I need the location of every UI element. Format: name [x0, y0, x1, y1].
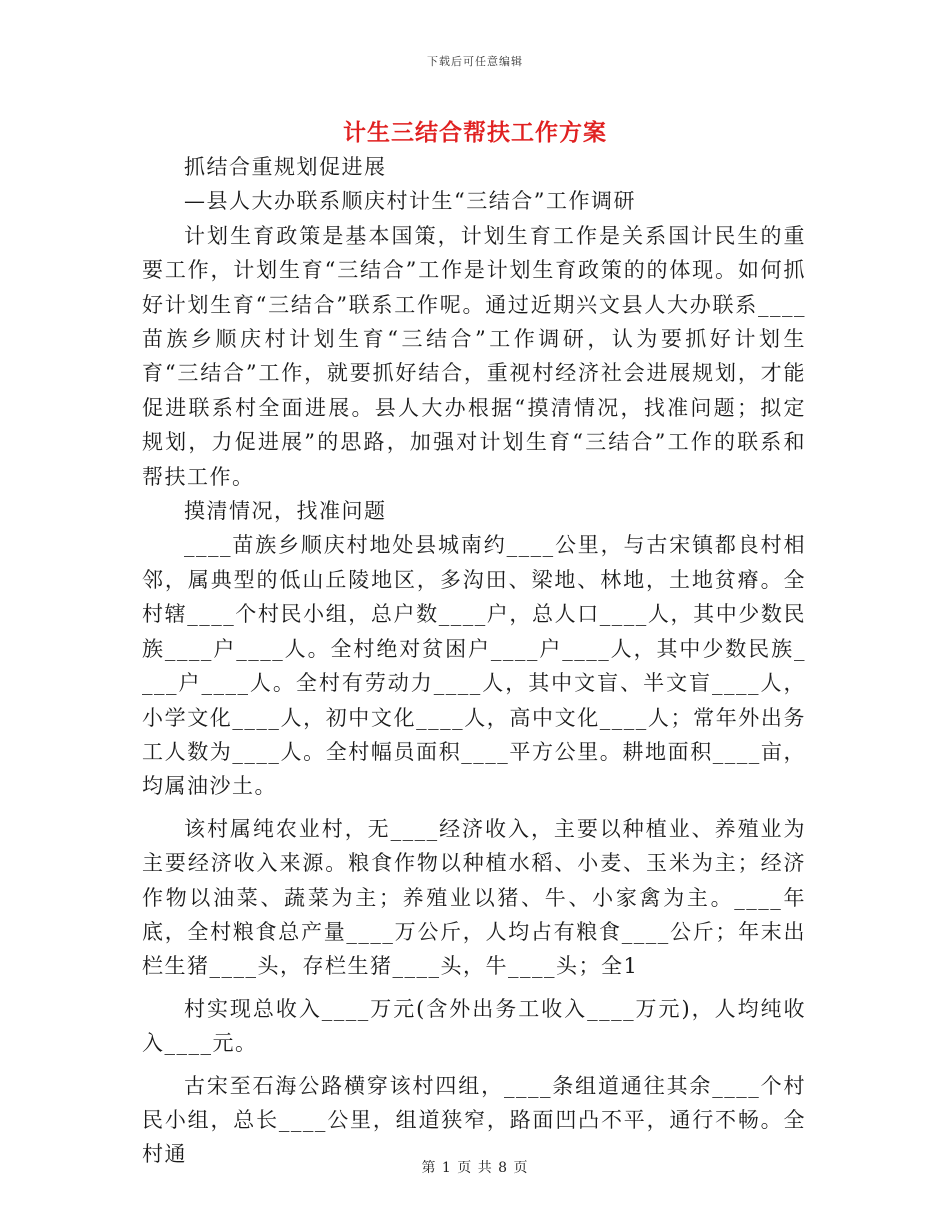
- body-paragraph: 该村属纯农业村，无____经济收入，主要以种植业、养殖业为主要经济收入来源。粮食作物以种植水稻、小麦、玉米为主；经济作物以油菜、蔬菜为主；养殖业以猪、牛、小家禽为主。____年底，全村粮食总产量____万公斤，人均占有粮食____公斤；年末出栏生猪____头，存栏生猪____头，牛____头；全1: [142, 816, 806, 979]
- section-heading: 摸清情况，找准问题: [184, 499, 387, 524]
- page-footer: 第 1 页 共 8 页: [421, 1160, 529, 1176]
- body-paragraph: 古宋至石海公路横穿该村四组，____条组道通往其余____个村民小组，总长____公里，组道狭窄，路面凹凸不平，通行不畅。全村通: [142, 1073, 806, 1167]
- header-note: 下载后可任意编辑: [427, 55, 523, 68]
- body-paragraph: 村实现总收入____万元(含外出务工收入____万元)，人均纯收入____元。: [142, 996, 806, 1056]
- body-paragraph: ____苗族乡顺庆村地处县城南约____公里，与古宋镇都良村相邻，属典型的低山丘陵地区，多沟田、梁地、林地，土地贫瘠。全村辖____个村民小组，总户数____户，总人口____人，其中少数民族____户____人。全村绝对贫困户____户____人，其中少数民族____户____人。全村有劳动力____人，其中文盲、半文盲____人，小学文化____人，初中文化____人，高中文化____人；常年外出务工人数为____人。全村幅员面积____平方公里。耕地面积____亩，均属油沙土。: [142, 533, 806, 799]
- document-body: [142, 150, 806, 1172]
- subtitle-secondary: —县人大办联系顺庆村计生“三结合”工作调研: [184, 189, 636, 214]
- body-paragraph: 计划生育政策是基本国策，计划生育工作是关系国计民生的重要工作，计划生育“三结合”工作是计划生育政策的的体现。如何抓好计划生育“三结合”联系工作呢。通过近期兴文县人大办联系____苗族乡顺庆村计划生育“三结合”工作调研，认为要抓好计划生育“三结合”工作，就要抓好结合，重视村经济社会进展规划，才能促进联系村全面进展。县人大办根据“摸清情况，找准问题；拟定规划，力促进展”的思路，加强对计划生育“三结合”工作的联系和帮扶工作。: [142, 223, 806, 489]
- document-title: 计生三结合帮扶工作方案: [343, 119, 607, 146]
- subtitle: 抓结合重规划促进展: [184, 155, 387, 179]
